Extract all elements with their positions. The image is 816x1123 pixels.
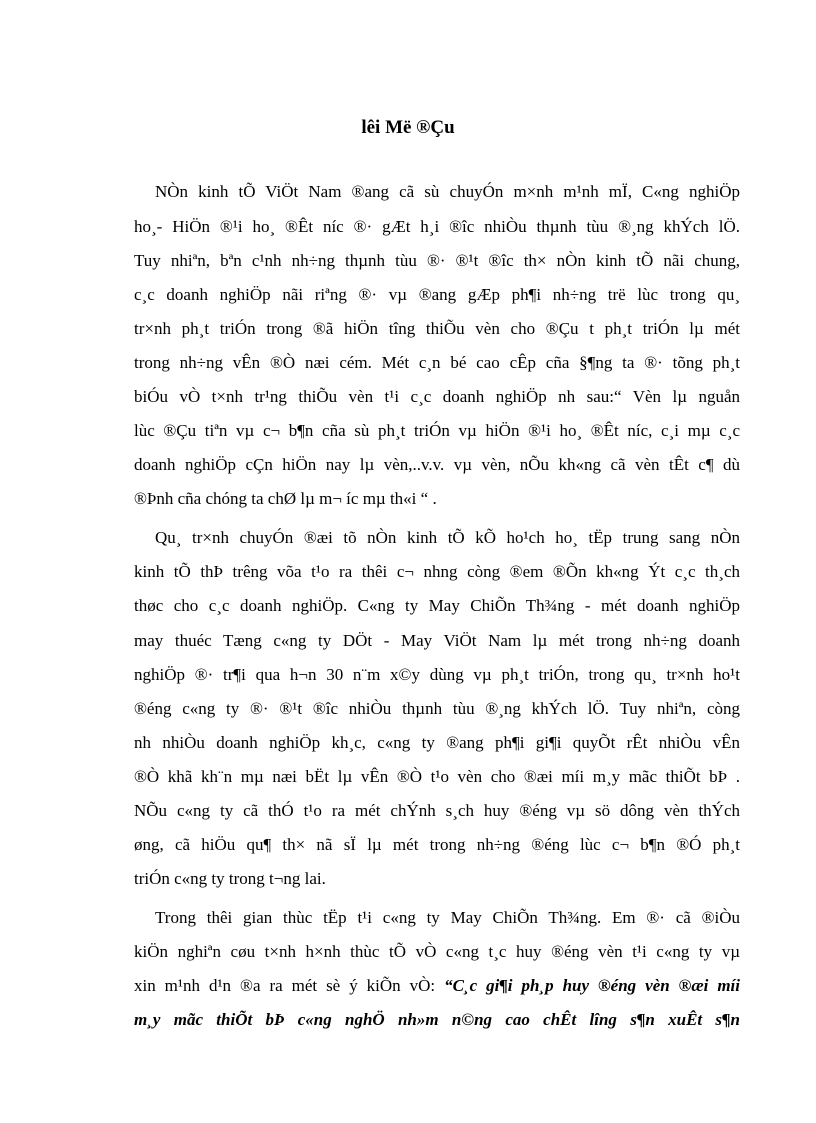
paragraph-2-line-6: ®éng c«ng ty ®· ®¹t ®îc nhiÒu thµnh tùu ®¸ng khÝch lÖ. Tuy nhiªn, còng (134, 699, 740, 718)
paragraph-1-line-1: NÒn kinh tÕ ViÖt Nam ®ang cã sù chuyÓn m×nh m¹nh mÏ, C«ng nghiÖp (155, 182, 740, 201)
paragraph-2-line-5: nghiÖp ®· tr¶i qua h¬n 30 n¨m x©y dùng vµ ph¸t triÓn, trong qu¸ tr×nh ho¹t (134, 665, 740, 684)
paragraph-3-emphasis-line: m¸y mãc thiÕt bÞ c«ng nghÖ nh»m n©ng cao chÊt lîng s¶n xuÊt s¶n (134, 1010, 740, 1029)
paragraph-2-line-10: øng, cã hiÖu qu¶ th× nã sÏ lµ mét trong nh÷ng ®éng lùc c¬ b¶n ®Ó ph¸t (134, 835, 740, 854)
paragraph-2-line-8: ®Ò khã kh¨n mµ næi bËt lµ vÊn ®Ò t¹o vèn cho ®æi míi m¸y mãc thiÕt bÞ . (134, 767, 740, 786)
paragraph-1-line-9: doanh nghiÖp cÇn hiÖn nay lµ vèn,..v.v. vµ vèn, nÕu kh«ng cã vèn tÊt c¶ dù (134, 455, 740, 474)
paragraph-1-line-8: lùc ®Çu tiªn vµ c¬ b¶n cña sù ph¸t triÓn vµ hiÖn ®¹i ho¸ ®Êt níc, c¸i mµ c¸c (134, 421, 740, 440)
paragraph-2-line-7: nh nhiÒu doanh nghiÖp kh¸c, c«ng ty ®ang ph¶i gi¶i quyÕt rÊt nhiÒu vÊn (134, 733, 740, 752)
paragraph-2-line-2: kinh tÕ thÞ trêng võa t¹o ra thêi c¬ nhng còng ®em ®Õn kh«ng Ýt c¸c th¸ch (134, 562, 740, 581)
paragraph-2-line-4: may thuéc Tæng c«ng ty DÖt - May ViÖt Nam lµ mét trong nh÷ng doanh (134, 631, 740, 650)
document-title: lêi Më ®Çu (361, 117, 455, 138)
paragraph-1-line-2: ho¸- HiÖn ®¹i ho¸ ®Êt níc ®· gÆt h¸i ®îc nhiÒu thµnh tùu ®¸ng khÝch lÖ. (134, 217, 740, 236)
paragraph-3-line-3 (134, 976, 740, 996)
paragraph-3-emphasis-start: “C¸c gi¶i ph¸p huy ®éng vèn ®æi míi (444, 976, 740, 995)
paragraph-2-line-3: thøc cho c¸c doanh nghiÖp. C«ng ty May ChiÕn Th¾ng - mét doanh nghiÖp (134, 596, 740, 615)
paragraph-3-line-2: kiÖn nghiªn cøu t×nh h×nh thùc tÕ vÒ c«ng t¸c huy ®éng vèn t¹i c«ng ty vµ (134, 942, 740, 961)
paragraph-1-line-5: tr×nh ph¸t triÓn trong ®ã hiÖn tîng thiÕu vèn cho ®Çu t ph¸t triÓn lµ mét (134, 319, 740, 338)
paragraph-2-line-1: Qu¸ tr×nh chuyÓn ®æi tõ nÒn kinh tÕ kÕ ho¹ch ho¸ tËp trung sang nÒn (155, 528, 740, 547)
paragraph-2-line-9: NÕu c«ng ty cã thÓ t¹o ra mét chÝnh s¸ch huy ®éng vµ sö dông vèn thÝch (134, 801, 740, 820)
paragraph-3-line-3-text: xin m¹nh d¹n ®a ra mét sè ý kiÕn vÒ: (134, 976, 445, 995)
paragraph-1-line-4: c¸c doanh nghiÖp nãi riªng ®· vµ ®ang gÆp ph¶i nh÷ng trë lùc trong qu¸ (134, 285, 740, 304)
paragraph-1-line-6: trong nh÷ng vÊn ®Ò næi cém. Mét c¸n bé cao cÊp cña §¶ng ta ®· tõng ph¸t (134, 353, 740, 372)
paragraph-3-line-1: Trong thêi gian thùc tËp t¹i c«ng ty May ChiÕn Th¾ng. Em ®· cã ®iÒu (155, 908, 740, 927)
paragraph-1-line-10: ®Þnh cña chóng ta chØ lµ m¬ íc mµ th«i “ . (134, 489, 437, 508)
paragraph-1-line-7: biÓu vÒ t×nh tr¹ng thiÕu vèn t¹i c¸c doanh nghiÖp nh sau:“ Vèn lµ nguån (134, 387, 740, 406)
paragraph-2-line-11: triÓn c«ng ty trong t¬ng lai. (134, 869, 326, 888)
paragraph-1-line-3: Tuy nhiªn, bªn c¹nh nh÷ng thµnh tùu ®· ®¹t ®îc th× nÒn kinh tÕ nãi chung, (134, 251, 740, 270)
